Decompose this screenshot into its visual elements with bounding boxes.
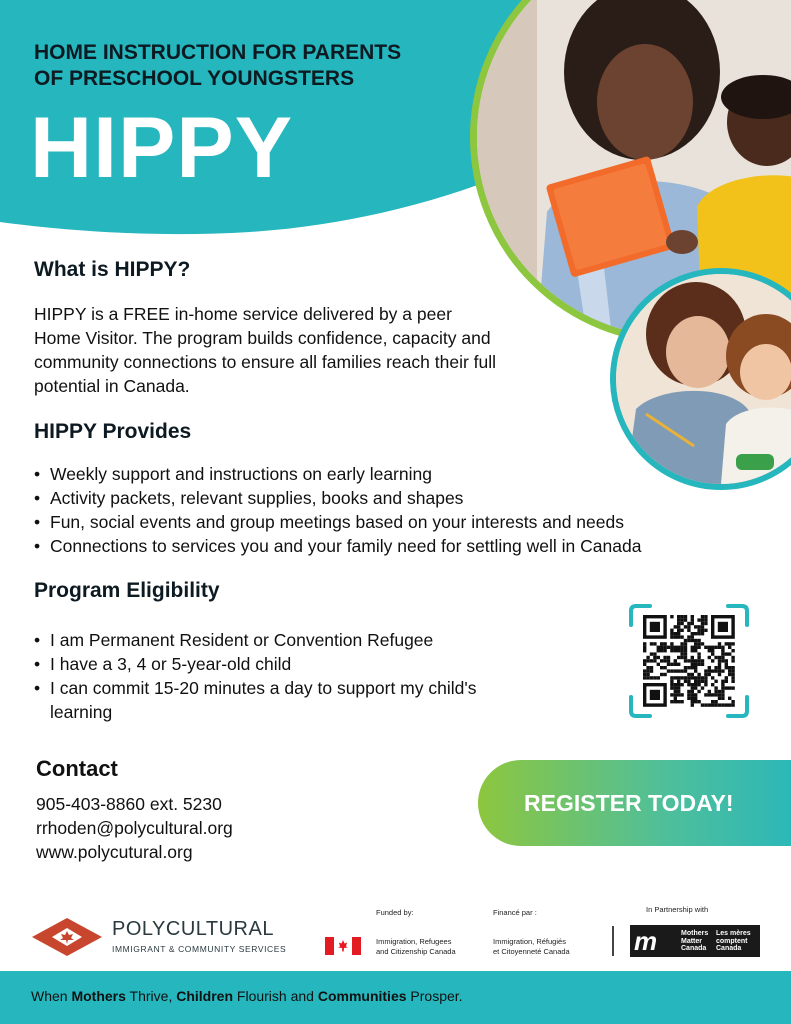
contact-heading: Contact (36, 756, 118, 781)
ircc-french (493, 937, 570, 957)
list-item-line: I can commit 15-20 minutes a day to support my child's (50, 678, 477, 698)
ircc-english-line: and Citizenship Canada (376, 947, 456, 956)
list-item: • Activity packets, relevant supplies, books and shapes (34, 486, 641, 510)
funded-by-label: Funded by: (376, 908, 414, 917)
qr-code-icon[interactable] (628, 603, 750, 719)
mm-line: Canada (716, 945, 742, 952)
mm-line: Canada (681, 945, 707, 952)
hippy-provides-heading: HIPPY Provides (34, 420, 192, 443)
about-line: Home Visitor. The program builds confidence, capacity and (34, 328, 491, 348)
ircc-english-line: Immigration, Refugees (376, 937, 452, 946)
mm-line: Matter (681, 937, 703, 945)
contact-phone[interactable]: 905-403-8860 ext. 5230 (36, 794, 222, 814)
org-tagline: IMMIGRANT & COMMUNITY SERVICES (112, 944, 287, 954)
ircc-english (376, 937, 456, 957)
slogan-bold: Communities (317, 988, 407, 1004)
program-eligibility-heading: Program Eligibility (34, 579, 220, 602)
ircc-french-line: Immigration, Réfugiés (493, 937, 566, 946)
polycultural-logo-icon (30, 916, 104, 958)
list-item (34, 676, 476, 724)
about-line: HIPPY is a FREE in-home service delivered by a peer (34, 304, 452, 324)
eligibility-list (34, 628, 476, 724)
program-subtitle (34, 40, 474, 92)
mothers-matter-french (716, 930, 751, 953)
list-item: • Weekly support and instructions on early learning (34, 462, 641, 486)
ircc-french-line: et Citoyenneté Canada (493, 947, 570, 956)
hero-title: HIPPY (30, 100, 294, 196)
what-is-hippy-heading: What is HIPPY? (34, 258, 191, 281)
slogan-bold: Mothers (71, 988, 126, 1004)
subtitle-line-2: OF PRESCHOOL YOUNGSTERS (34, 67, 355, 90)
finance-par-label: Financé par : (493, 908, 537, 917)
about-paragraph (34, 302, 574, 398)
provides-list (34, 462, 641, 558)
canada-flag-icon (325, 937, 361, 955)
partnership-label: In Partnership with (646, 905, 709, 914)
logo-divider (612, 926, 614, 956)
polycultural-logo (30, 916, 310, 960)
list-item: • I have a 3, 4 or 5-year-old child (34, 652, 476, 676)
list-item: • I am Permanent Resident or Convention Refugee (34, 628, 476, 652)
slogan-text: Prosper. (406, 988, 463, 1004)
mm-line: Mothers (681, 930, 709, 937)
slogan-text: Flourish and (233, 988, 318, 1004)
about-line: community connections to ensure all families reach their full (34, 352, 497, 372)
mothers-matter-mark: m (634, 926, 658, 956)
list-item: • Fun, social events and group meetings based on your interests and needs (34, 510, 641, 534)
slogan-text: Thrive, (125, 988, 177, 1004)
register-today-button[interactable]: REGISTER TODAY! (478, 760, 791, 846)
contact-website[interactable]: www.polycutural.org (36, 842, 193, 862)
subtitle-line-1: HOME INSTRUCTION FOR PARENTS (34, 41, 402, 64)
mm-line: comptent (716, 937, 748, 945)
mothers-matter-english (681, 930, 708, 953)
mm-line: Les mères (716, 930, 751, 937)
footer-slogan (31, 988, 463, 1004)
about-line: potential in Canada. (34, 376, 190, 396)
list-item-line: learning (50, 702, 113, 722)
contact-email[interactable]: rrhoden@polycultural.org (36, 818, 233, 838)
slogan-bold: Children (176, 988, 234, 1004)
list-item: • Connections to services you and your family need for settling well in Canada (34, 534, 641, 558)
org-name: POLYCULTURAL (112, 918, 274, 940)
slogan-text: When (31, 988, 72, 1004)
